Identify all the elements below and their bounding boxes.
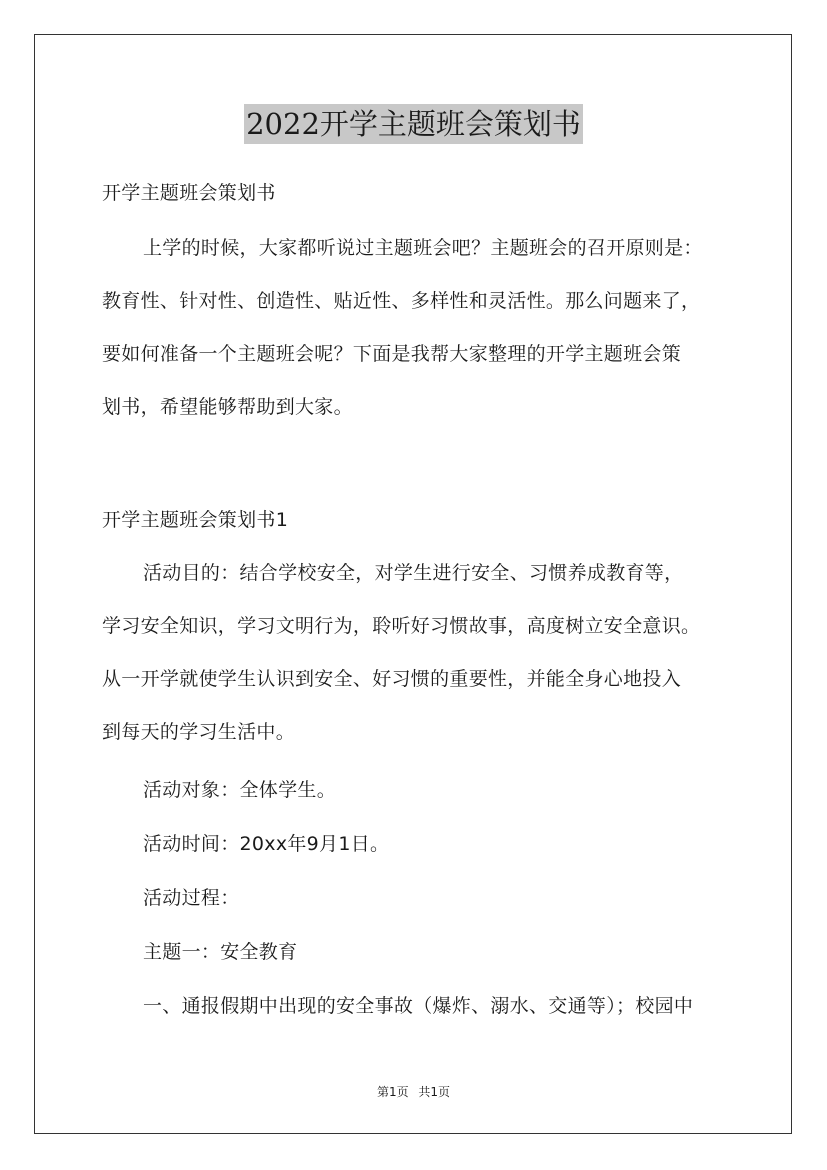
purpose-paragraph-line: 活动目的：结合学校安全，对学生进行安全、习惯养成教育等， bbox=[143, 562, 684, 584]
activity-target: 活动对象：全体学生。 bbox=[143, 779, 337, 801]
page-footer bbox=[0, 1082, 827, 1102]
document-subtitle: 开学主题班会策划书 bbox=[102, 182, 276, 204]
document-title bbox=[0, 104, 827, 144]
document-title-text: 2022开学主题班会策划书 bbox=[244, 104, 583, 144]
purpose-paragraph-line: 从一开学就使学生认识到安全、好习惯的重要性，并能全身心地投入 bbox=[102, 668, 682, 690]
intro-paragraph-line: 划书，希望能够帮助到大家。 bbox=[102, 396, 353, 418]
theme-heading: 主题一：安全教育 bbox=[143, 941, 298, 963]
purpose-paragraph-line: 学习安全知识，学习文明行为，聆听好习惯故事，高度树立安全意识。 bbox=[102, 615, 701, 637]
intro-paragraph-line: 教育性、针对性、创造性、贴近性、多样性和灵活性。那么问题来了， bbox=[102, 290, 701, 312]
purpose-paragraph-line: 到每天的学习生活中。 bbox=[102, 721, 296, 743]
list-item: 一、通报假期中出现的安全事故（爆炸、溺水、交通等）；校园中 bbox=[143, 995, 694, 1017]
section-heading: 开学主题班会策划书1 bbox=[102, 509, 289, 531]
activity-process: 活动过程： bbox=[143, 887, 240, 909]
intro-paragraph-line: 上学的时候，大家都听说过主题班会吧？主题班会的召开原则是： bbox=[143, 237, 703, 259]
intro-paragraph-line: 要如何准备一个主题班会呢？下面是我帮大家整理的开学主题班会策 bbox=[102, 343, 682, 365]
activity-time: 活动时间：20xx年9月1日。 bbox=[143, 833, 390, 855]
total-pages: 共1页 bbox=[418, 1085, 451, 1099]
page-number: 第1页 bbox=[376, 1085, 409, 1099]
